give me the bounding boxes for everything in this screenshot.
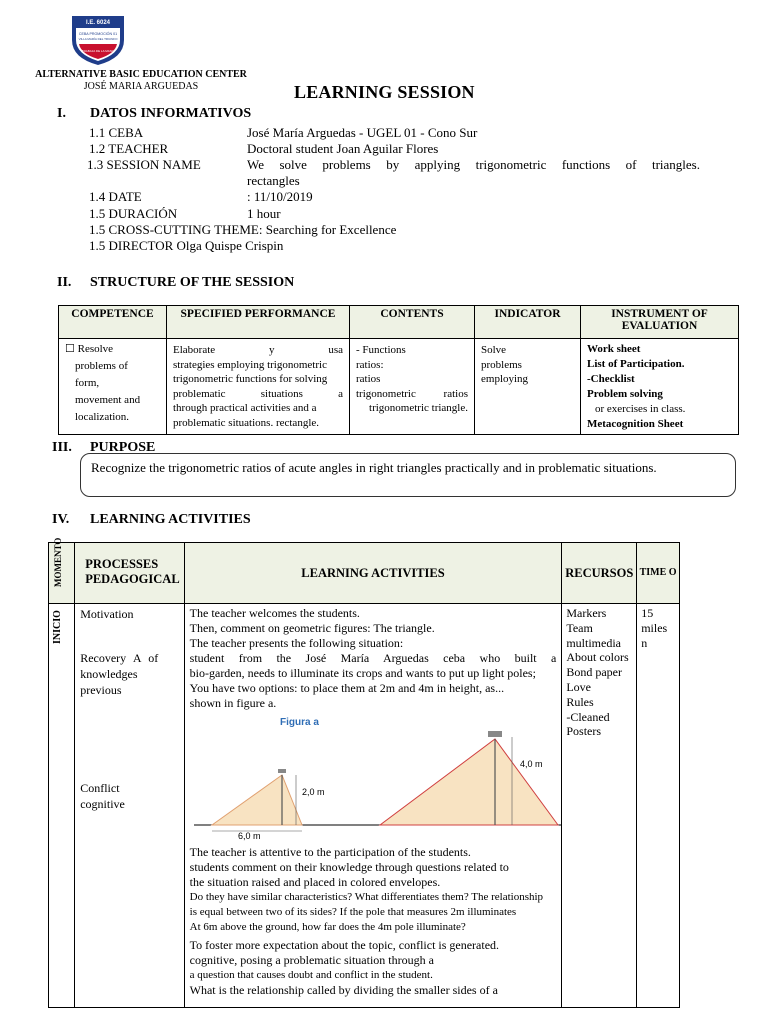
activity-line: The teacher presents the following situation:: [189, 636, 404, 650]
cell-line: -Checklist: [587, 373, 635, 385]
info-label: 1.5 DURACIÓN: [89, 206, 178, 221]
activity-line: student from the José María Arguedas ceba who built a: [189, 651, 557, 665]
activity-line: cognitive, posing a problematic situation through a: [189, 953, 434, 967]
cell-line: trigonometric triangle.: [369, 402, 468, 414]
moment-cell: [49, 604, 75, 1008]
cell-line: ☐ Resolve: [65, 343, 114, 355]
info-value: : 11/10/2019: [247, 189, 313, 204]
resource-item: Markers: [566, 606, 607, 620]
resources-header: RECURSOS: [562, 543, 637, 604]
cell-line: problematic situations. rectangle.: [173, 416, 320, 429]
document-title: LEARNING SESSION: [294, 82, 475, 102]
cell-line: movement and: [75, 394, 141, 406]
activities-table: [48, 537, 680, 1008]
col-header: INDICATOR: [475, 306, 581, 339]
activity-line: a question that causes doubt and conflict in the student.: [189, 969, 433, 981]
activity-line: shown in figure a.: [189, 696, 277, 710]
section-1-heading: [57, 106, 457, 124]
resources-cell: [562, 604, 637, 1008]
cell-line: or exercises in class.: [595, 403, 686, 415]
height-label-2: 4,0 m: [519, 759, 543, 769]
resource-item: Rules: [566, 694, 594, 709]
indicator-cell: [475, 339, 581, 435]
svg-text:CEBA PROMOCIÓN 01: CEBA PROMOCIÓN 01: [78, 32, 118, 36]
cell-line: - Functions: [356, 344, 406, 356]
info-value: Doctoral student Joan Aguilar Flores: [247, 141, 439, 156]
svg-text:I.E. 6024: I.E. 6024: [85, 20, 111, 26]
resource-item: About colors: [566, 650, 629, 665]
cell-line: problematic situations a: [173, 387, 343, 400]
activity-line: the situation raised and placed in colored envelopes.: [189, 875, 441, 889]
height-label-1: 2,0 m: [301, 787, 325, 797]
info-value: José María Arguedas - UGEL 01 - Cono Sur: [247, 125, 478, 140]
section-title: DATOS INFORMATIVOS: [90, 106, 252, 121]
process-item: Conflict cognitive: [80, 781, 125, 811]
section-number: IV.: [52, 512, 70, 527]
school-line-1: ALTERNATIVE BASIC EDUCATION CENTER: [35, 69, 247, 80]
resource-item: Posters: [566, 724, 602, 739]
col-header: SPECIFIED PERFORMANCE: [167, 306, 350, 339]
cell-line: Metacognition Sheet: [587, 418, 684, 430]
cell-line: ratios:: [356, 358, 384, 371]
performance-cell: [167, 339, 350, 435]
info-value: We solve problems by applying trigonometric functions of triangles.: [247, 157, 700, 172]
time-cell: 15 miles n: [637, 604, 680, 1008]
cell-line: trigonometric ratios: [356, 387, 468, 400]
school-name: [30, 69, 252, 93]
info-value: 1 hour: [247, 206, 281, 221]
activity-line: Then, comment on geometric figures: The triangle.: [189, 621, 435, 635]
contents-cell: [350, 339, 475, 435]
resource-item: -Cleaned: [566, 709, 610, 724]
cell-line: trigonometric functions for solving: [173, 373, 328, 385]
moment-header: [49, 537, 75, 604]
activity-line: At 6m above the ground, how far does the 4m pole illuminate?: [189, 921, 466, 933]
cell-line: Work sheet: [587, 343, 641, 355]
section-title: STRUCTURE OF THE SESSION: [90, 275, 295, 290]
info-label: 1.1 CEBA: [89, 125, 144, 140]
info-label: 1.4 DATE: [89, 189, 142, 204]
activities-header: LEARNING ACTIVITIES: [184, 543, 562, 604]
figure-a: [190, 711, 557, 843]
school-logo: [70, 14, 126, 66]
cell-line: Problem solving: [587, 388, 663, 400]
moment-value: INICIO: [52, 610, 63, 644]
moment-label: MOMENTO: [53, 537, 63, 587]
section-2-heading: [57, 275, 457, 293]
cell-line: Elaborate y usa: [173, 344, 343, 356]
process-item: Recovery A of knowledges previous: [80, 651, 159, 697]
resource-item: Team multimedia: [566, 620, 621, 650]
col-header: COMPETENCE: [59, 306, 167, 339]
section-title: PURPOSE: [90, 440, 156, 455]
time-header: TIME O: [637, 543, 680, 604]
cell-line: List of Participation.: [587, 358, 685, 370]
activity-line: You have two options: to place them at 2m and 4m in height, as...: [189, 681, 505, 695]
section-4-heading: [52, 512, 452, 530]
cell-line: problems of: [75, 360, 128, 372]
cell-line: form,: [75, 377, 100, 389]
activity-line: The teacher is attentive to the participation of the students.: [189, 845, 471, 859]
info-label: 1.5 DIRECTOR Olga Quispe Crispin: [89, 238, 284, 253]
section-title: LEARNING ACTIVITIES: [90, 512, 251, 527]
svg-text:VILLA MARÍA DEL TRIUNFO: VILLA MARÍA DEL TRIUNFO: [78, 37, 118, 41]
svg-text:TRABAJA DE LA MANO: TRABAJA DE LA MANO: [81, 49, 115, 53]
cell-line: strategies employing trigonometric: [173, 358, 327, 371]
info-label: 1.5 CROSS-CUTTING THEME: Searching for Excellence: [89, 222, 397, 237]
resource-item: Bond paper: [566, 665, 622, 680]
section-number: III.: [52, 440, 72, 455]
purpose-box: Recognize the trigonometric ratios of acute angles in right triangles practically and in problematic situations.: [80, 453, 736, 497]
section-number: II.: [57, 275, 72, 290]
cell-line: employing: [481, 373, 529, 385]
activity-line: What is the relationship called by dividing the smaller sides of a: [189, 983, 498, 997]
info-label: 1.2 TEACHER: [89, 141, 169, 156]
activities-cell: [184, 604, 562, 1008]
section-number: I.: [57, 106, 66, 121]
processes-header: PROCESSES PEDAGOGICAL: [75, 543, 184, 604]
structure-table: [58, 305, 739, 435]
activity-line: To foster more expectation about the topic, conflict is generated.: [189, 938, 500, 952]
instrument-cell: [581, 339, 739, 435]
cell-line: Solve: [481, 344, 507, 356]
figure-caption: Figura a: [279, 717, 319, 728]
activity-line: students comment on their knowledge through questions related to: [189, 860, 509, 874]
base-label: 6,0 m: [237, 831, 261, 841]
cell-line: ratios: [356, 373, 381, 385]
info-label: 1.3 SESSION NAME: [87, 157, 201, 172]
col-header: CONTENTS: [350, 306, 475, 339]
process-item: Motivation: [80, 607, 134, 621]
cell-line: through practical activities and a: [173, 402, 317, 414]
activity-line: The teacher welcomes the students.: [189, 606, 360, 620]
info-value-continued: rectangles: [247, 173, 300, 188]
processes-cell: [75, 604, 184, 1008]
cell-line: localization.: [75, 411, 130, 423]
resource-item: Love: [566, 679, 591, 694]
activity-line: Do they have similar characteristics? What differentiates them? The relationship: [189, 891, 544, 903]
competence-cell: [59, 339, 167, 435]
col-header: INSTRUMENT OF EVALUATION: [581, 306, 739, 339]
school-line-2: JOSÉ MARIA ARGUEDAS: [83, 81, 199, 92]
activity-line: is equal between two of its sides? If the pole that measures 2m illuminates: [189, 906, 517, 918]
cell-line: problems: [481, 358, 522, 371]
activity-line: bio-garden, needs to illuminate its crops and wants to put up light poles;: [189, 666, 536, 680]
